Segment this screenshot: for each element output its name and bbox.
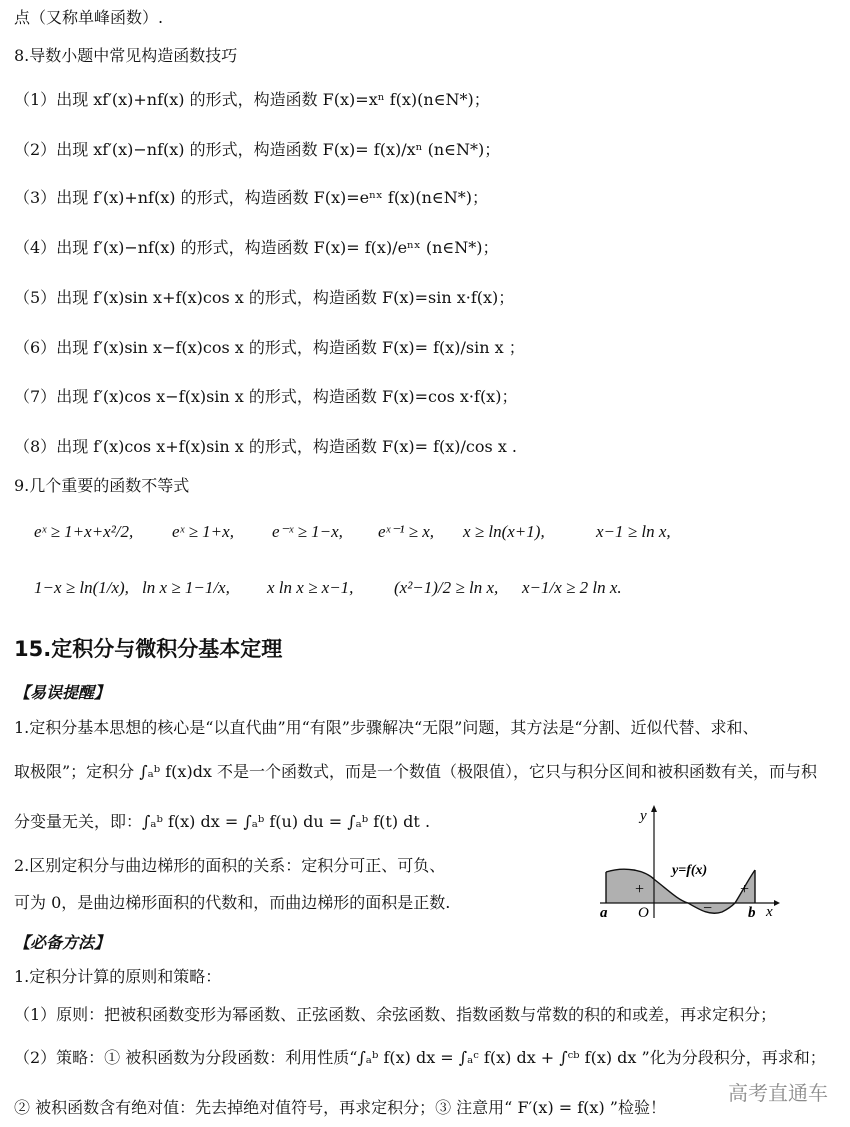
inequality: eˣ ≥ 1+x,	[172, 522, 234, 541]
item-number: （8）	[14, 437, 57, 456]
item-text: 出现 f′(x)+nf(x) 的形式，构造函数 F(x)=eⁿˣ f(x)(n∈N*)；	[56, 188, 488, 207]
item-number: （1）	[14, 90, 57, 109]
method-line: ② 被积函数含有绝对值：先去掉绝对值符号，再求定积分；③ 注意用“ F′(x) = f(x) ”检验！	[14, 1098, 666, 1117]
item-number: （3）	[14, 188, 57, 207]
top-line: 点（又称单峰函数）.	[14, 8, 164, 27]
inequality: x ln x ≥ x−1,	[267, 578, 354, 597]
method-line: （2）策略：① 被积函数为分段函数：利用性质“∫ₐᵇ f(x) dx = ∫ₐᶜ f(x) dx + ∫ᶜᵇ f(x) dx ”化为分段积分，再求和；	[14, 1048, 826, 1067]
plus-sign: +	[634, 881, 645, 898]
item-text: 出现 f′(x)cos x−f(x)sin x 的形式，构造函数 F(x)=cos x·f(x)；	[56, 387, 518, 406]
x-axis-arrow	[774, 900, 780, 906]
section8-item	[14, 437, 517, 456]
item-text: 出现 f′(x)sin x−f(x)cos x 的形式，构造函数 F(x)= f(x)/sin x ；	[56, 338, 525, 357]
section8-title: 8.导数小题中常见构造函数技巧	[14, 46, 238, 65]
item-text: 出现 f′(x)sin x+f(x)cos x 的形式，构造函数 F(x)=sin x·f(x)；	[56, 288, 515, 307]
section9-title: 9.几个重要的函数不等式	[14, 476, 190, 495]
item-number: （2）	[14, 140, 57, 159]
function-label: y=f(x)	[672, 863, 708, 878]
section8-item	[14, 238, 498, 257]
reminder-line: 可为 0，是曲边梯形面积的代数和，而曲边梯形的面积是正数.	[14, 893, 451, 912]
reminder-line: 2.区别定积分与曲边梯形的面积的关系：定积分可正、可负、	[14, 856, 446, 875]
item-text: 出现 xf′(x)+nf(x) 的形式，构造函数 F(x)=xⁿ f(x)(n∈N*)；	[56, 90, 490, 109]
item-number: （4）	[14, 238, 57, 257]
reminder-line: 分变量无关，即：∫ₐᵇ f(x) dx = ∫ₐᵇ f(u) du = ∫ₐᵇ f(t) dt .	[14, 812, 431, 831]
a-label: a	[600, 905, 608, 920]
integral-graph	[590, 800, 790, 920]
reminder-title: 【易误提醒】	[14, 683, 111, 702]
minus-sign: −	[702, 900, 713, 917]
section8-item	[14, 188, 488, 207]
inequality: (x²−1)/2 ≥ ln x,	[394, 578, 499, 597]
section8-item	[14, 90, 490, 109]
origin-label: O	[638, 905, 649, 920]
y-axis-arrow	[651, 805, 657, 812]
inequality: x−1 ≥ ln x,	[596, 522, 671, 541]
inequality: ln x ≥ 1−1/x,	[142, 578, 230, 597]
section8-item	[14, 387, 517, 406]
section8-item	[14, 338, 525, 357]
watermark: 高考直通车	[728, 1081, 828, 1105]
section15-title: 15.定积分与微积分基本定理	[14, 637, 283, 661]
inequality: x ≥ ln(x+1),	[463, 522, 545, 541]
section8-item	[14, 288, 514, 307]
inequality: eˣ⁻¹ ≥ x,	[378, 522, 435, 541]
plus-sign: +	[739, 881, 750, 898]
item-text: 出现 f′(x)cos x+f(x)sin x 的形式，构造函数 F(x)= f(x)/cos x .	[56, 437, 518, 456]
reminder-line: 1.定积分基本思想的核心是“以直代曲”用“有限”步骤解决“无限”问题，其方法是“分割、近似代替、求和、	[14, 718, 759, 737]
item-number: （6）	[14, 338, 57, 357]
x-axis-label: x	[766, 904, 773, 920]
methods-title: 【必备方法】	[14, 933, 111, 952]
reminder-line: 取极限”；定积分 ∫ₐᵇ f(x)dx 不是一个函数式，而是一个数值（极限值），它只与积分区间和被积函数有关，而与积	[14, 762, 818, 781]
item-number: （5）	[14, 288, 57, 307]
y-axis-label: y	[640, 808, 647, 824]
item-text: 出现 f′(x)−nf(x) 的形式，构造函数 F(x)= f(x)/eⁿˣ (n∈N*)；	[56, 238, 499, 257]
section8-item	[14, 140, 500, 159]
inequality: e⁻ˣ ≥ 1−x,	[272, 522, 343, 541]
inequality: 1−x ≥ ln(1/x),	[34, 578, 129, 597]
item-text: 出现 xf′(x)−nf(x) 的形式，构造函数 F(x)= f(x)/xⁿ (n∈N*)；	[56, 140, 501, 159]
b-label: b	[748, 905, 756, 920]
method-line: 1.定积分计算的原则和策略：	[14, 967, 222, 986]
method-line: （1）原则：把被积函数变形为幂函数、正弦函数、余弦函数、指数函数与常数的积的和或差，再求定积分；	[14, 1005, 777, 1024]
item-number: （7）	[14, 387, 57, 406]
inequality: x−1/x ≥ 2 ln x.	[522, 578, 622, 597]
inequality: eˣ ≥ 1+x+x²/2,	[34, 522, 134, 541]
